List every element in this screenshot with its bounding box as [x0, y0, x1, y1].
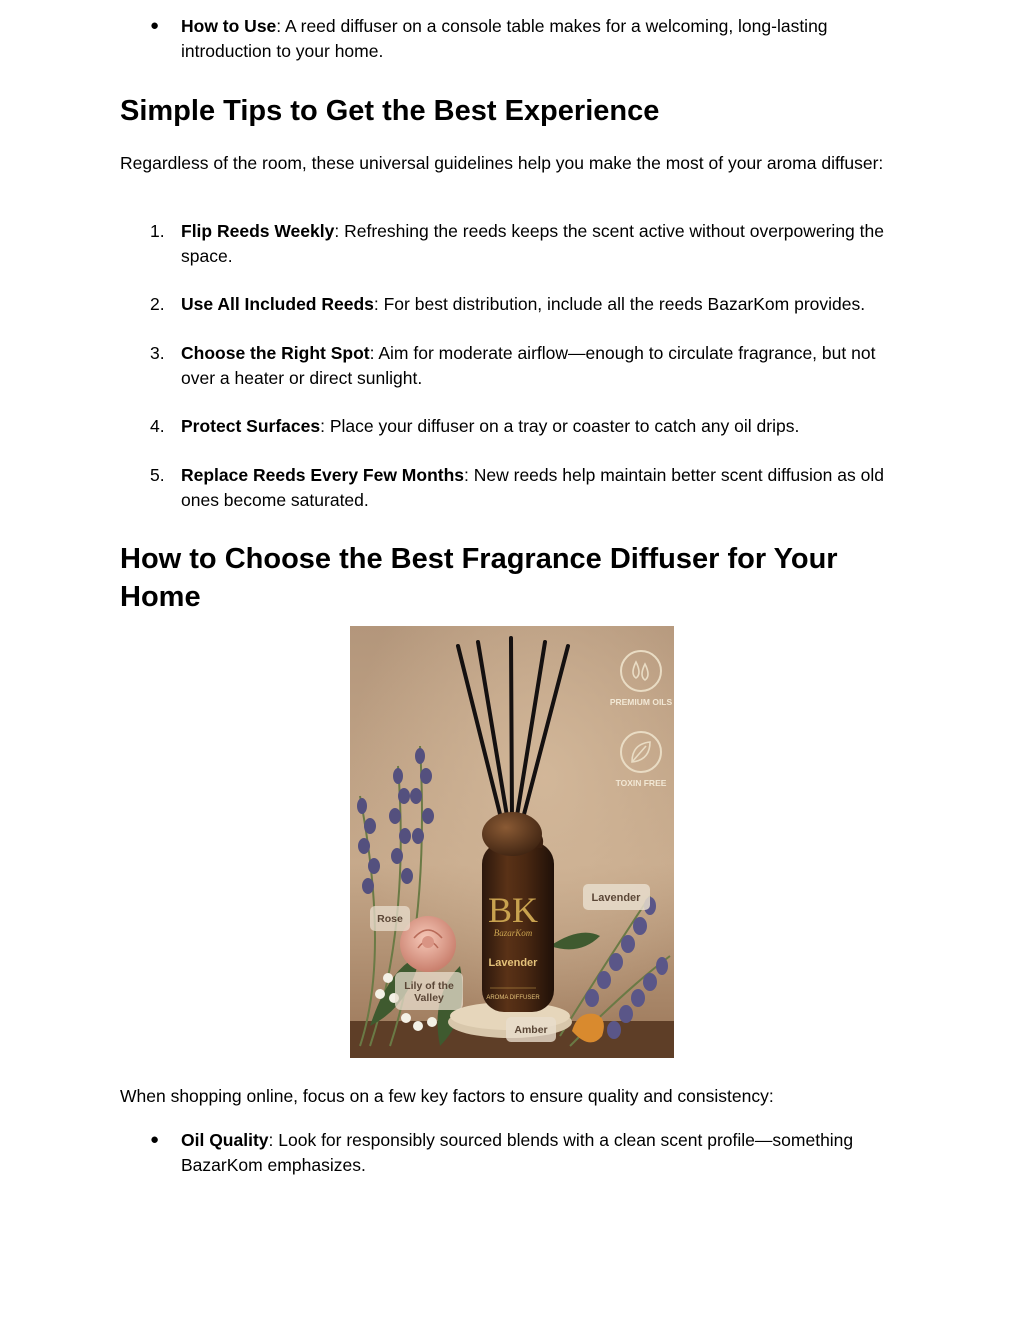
list-item-term: Oil Quality: [181, 1130, 269, 1150]
rose-tag: [370, 906, 410, 931]
tip-term: Protect Surfaces: [181, 416, 321, 436]
section-heading-tips: Simple Tips to Get the Best Experience: [120, 95, 660, 127]
tip-text: : Aim for moderate airflow—enough to circulate fragrance, but not over a heater or direct sunlight.: [181, 343, 876, 388]
tip-number: 2.: [150, 294, 165, 314]
lavender-tag-label: Lavender: [591, 892, 641, 904]
lily-tag-label-line1: Lily of the: [404, 980, 454, 992]
tips-intro: Regardless of the room, these universal guidelines help you make the most of your aroma diffuser:: [120, 153, 884, 173]
list-item-oil-quality: [181, 1128, 901, 1177]
tip-term: Use All Included Reeds: [181, 294, 374, 314]
tip-item: [181, 292, 901, 317]
tip-text: : Refreshing the reeds keeps the scent active without overpowering the space.: [181, 221, 884, 266]
lavender-tag: [583, 884, 650, 910]
lily-tag: [395, 972, 463, 1010]
bottle-logo: [488, 890, 538, 930]
bottle-scent: Lavender: [488, 957, 538, 969]
section-heading-choose: How to Choose the Best Fragrance Diffuser for Your Home: [120, 543, 838, 613]
wooden-cap: [482, 812, 542, 856]
diffuser-product-image: [350, 626, 674, 1058]
list-item-term: How to Use: [181, 16, 277, 36]
bottle-type: AROMA DIFFUSER: [486, 995, 540, 1001]
premium-oils-label: PREMIUM OILS: [609, 697, 673, 707]
tip-number: 1.: [150, 221, 165, 241]
tip-number: 3.: [150, 343, 165, 363]
tip-text: : Place your diffuser on a tray or coaster to catch any oil drips.: [320, 416, 800, 436]
tip-item: [181, 341, 901, 390]
tip-number: 4.: [150, 416, 165, 436]
bullet-marker: ●: [150, 17, 160, 34]
bullet-marker: ●: [150, 1131, 160, 1148]
amber-tag: [506, 1017, 556, 1042]
tip-term: Choose the Right Spot: [181, 343, 370, 363]
tip-item: [181, 414, 901, 439]
rose-tag-label: Rose: [377, 913, 403, 925]
tip-item: [181, 463, 901, 512]
tip-number: 5.: [150, 465, 165, 485]
tip-item: [181, 219, 901, 268]
toxin-free-label: TOXIN FREE: [615, 778, 667, 788]
list-item-text: : Look for responsibly sourced blends with a clean scent profile—something BazarKom emphasizes.: [181, 1130, 854, 1175]
tip-term: Flip Reeds Weekly: [181, 221, 335, 241]
list-item-how-to-use: [181, 14, 901, 63]
lily-tag-label-line2: Valley: [414, 992, 444, 1004]
tip-text: : For best distribution, include all the reeds BazarKom provides.: [373, 294, 866, 314]
list-item-text: : A reed diffuser on a console table makes for a welcoming, long-lasting introduction to your home.: [181, 16, 828, 61]
tip-term: Replace Reeds Every Few Months: [181, 465, 465, 485]
amber-tag-label: Amber: [514, 1024, 548, 1036]
svg-text:BK: BK: [487, 890, 539, 930]
factors-intro: When shopping online, focus on a few key factors to ensure quality and consistency:: [120, 1086, 774, 1106]
tip-text: : New reeds help maintain better scent diffusion as old ones become saturated.: [181, 465, 884, 510]
bottle-brand: BazarKom: [493, 928, 533, 938]
